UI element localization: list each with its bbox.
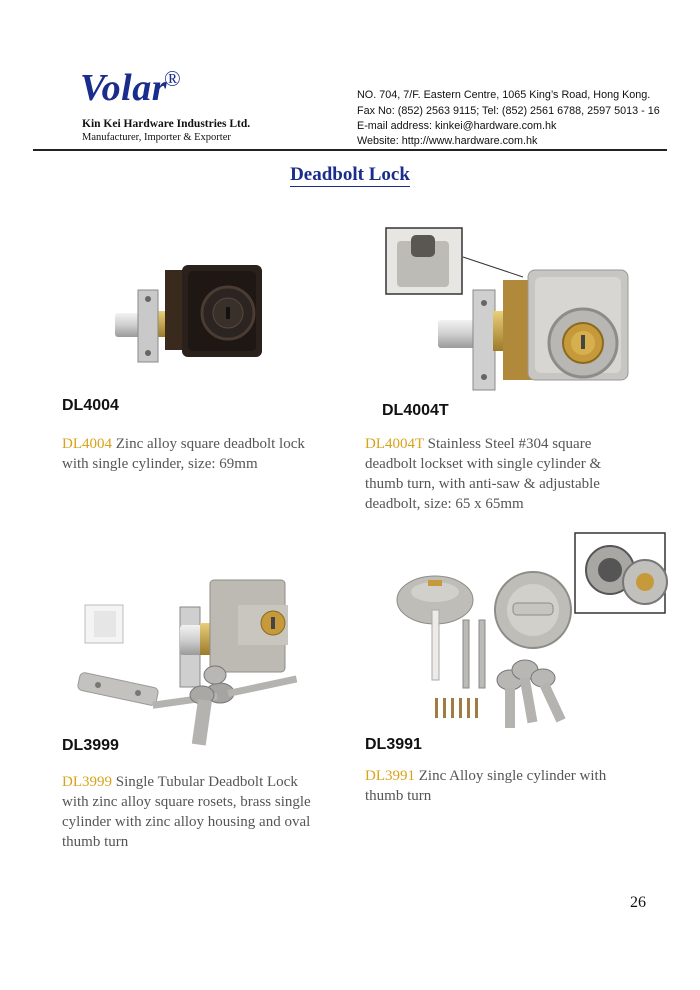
page-title	[0, 164, 700, 186]
header-divider	[33, 149, 667, 151]
dl4004t-desc-line: thumb turn, with anti-saw & adjustable	[365, 476, 600, 492]
dl3991-description	[365, 766, 665, 806]
dl4004-description	[62, 434, 352, 474]
dl3991-model-label: DL3991	[365, 736, 422, 753]
dl4004t-desc-line: deadbolt lockset with single cylinder &	[365, 456, 602, 472]
page-title-text: Deadbolt Lock	[290, 164, 410, 185]
dl4004t-description	[365, 434, 665, 514]
dl3991-desc-line: Zinc Alloy single cylinder with	[415, 768, 607, 784]
company-phone: Fax No: (852) 2563 9115; Tel: (852) 2561 6788, 2597 5013 - 16	[357, 105, 660, 117]
company-tagline: Manufacturer, Importer & Exporter	[82, 132, 231, 143]
dl3999-code: DL3999	[62, 774, 112, 790]
dl3991-code: DL3991	[365, 768, 415, 784]
dl3999-model-label: DL3999	[62, 737, 119, 754]
brand-logo: Volar	[80, 67, 167, 109]
dl3999-description	[62, 772, 357, 852]
dl3999-desc-line: with zinc alloy square rosets, brass single	[62, 794, 311, 810]
dl4004t-desc-line: Stainless Steel #304 square	[423, 436, 592, 452]
dl4004t-product-image	[383, 225, 633, 390]
dl4004-desc-line: Zinc alloy square deadbolt lock	[112, 436, 305, 452]
company-name: Kin Kei Hardware Industries Ltd.	[82, 118, 251, 130]
dl4004-model-label: DL4004	[62, 397, 119, 414]
dl4004t-model-label: DL4004T	[382, 402, 449, 419]
company-address: NO. 704, 7/F. Eastern Centre, 1065 King’s Road, Hong Kong.	[357, 89, 651, 101]
registered-mark: ®	[164, 66, 181, 91]
page-number: 26	[630, 894, 646, 911]
dl3999-desc-line: cylinder with zinc alloy housing and oval	[62, 814, 311, 830]
dl3999-product-image	[70, 575, 315, 740]
company-email[interactable]: E-mail address: kinkei@hardware.com.hk	[357, 120, 557, 132]
dl3999-desc-line: Single Tubular Deadbolt Lock	[112, 774, 298, 790]
dl4004t-desc-line: deadbolt, size: 65 x 65mm	[365, 496, 524, 512]
dl3991-product-image	[395, 530, 675, 735]
dl3991-desc-line: thumb turn	[365, 788, 432, 804]
dl3999-desc-line: thumb turn	[62, 834, 129, 850]
dl4004-code: DL4004	[62, 436, 112, 452]
dl4004-product-image	[110, 255, 290, 370]
dl4004t-code: DL4004T	[365, 436, 424, 452]
company-website[interactable]: Website: http://www.hardware.com.hk	[357, 135, 538, 147]
dl4004-desc-line: with single cylinder, size: 69mm	[62, 456, 258, 472]
